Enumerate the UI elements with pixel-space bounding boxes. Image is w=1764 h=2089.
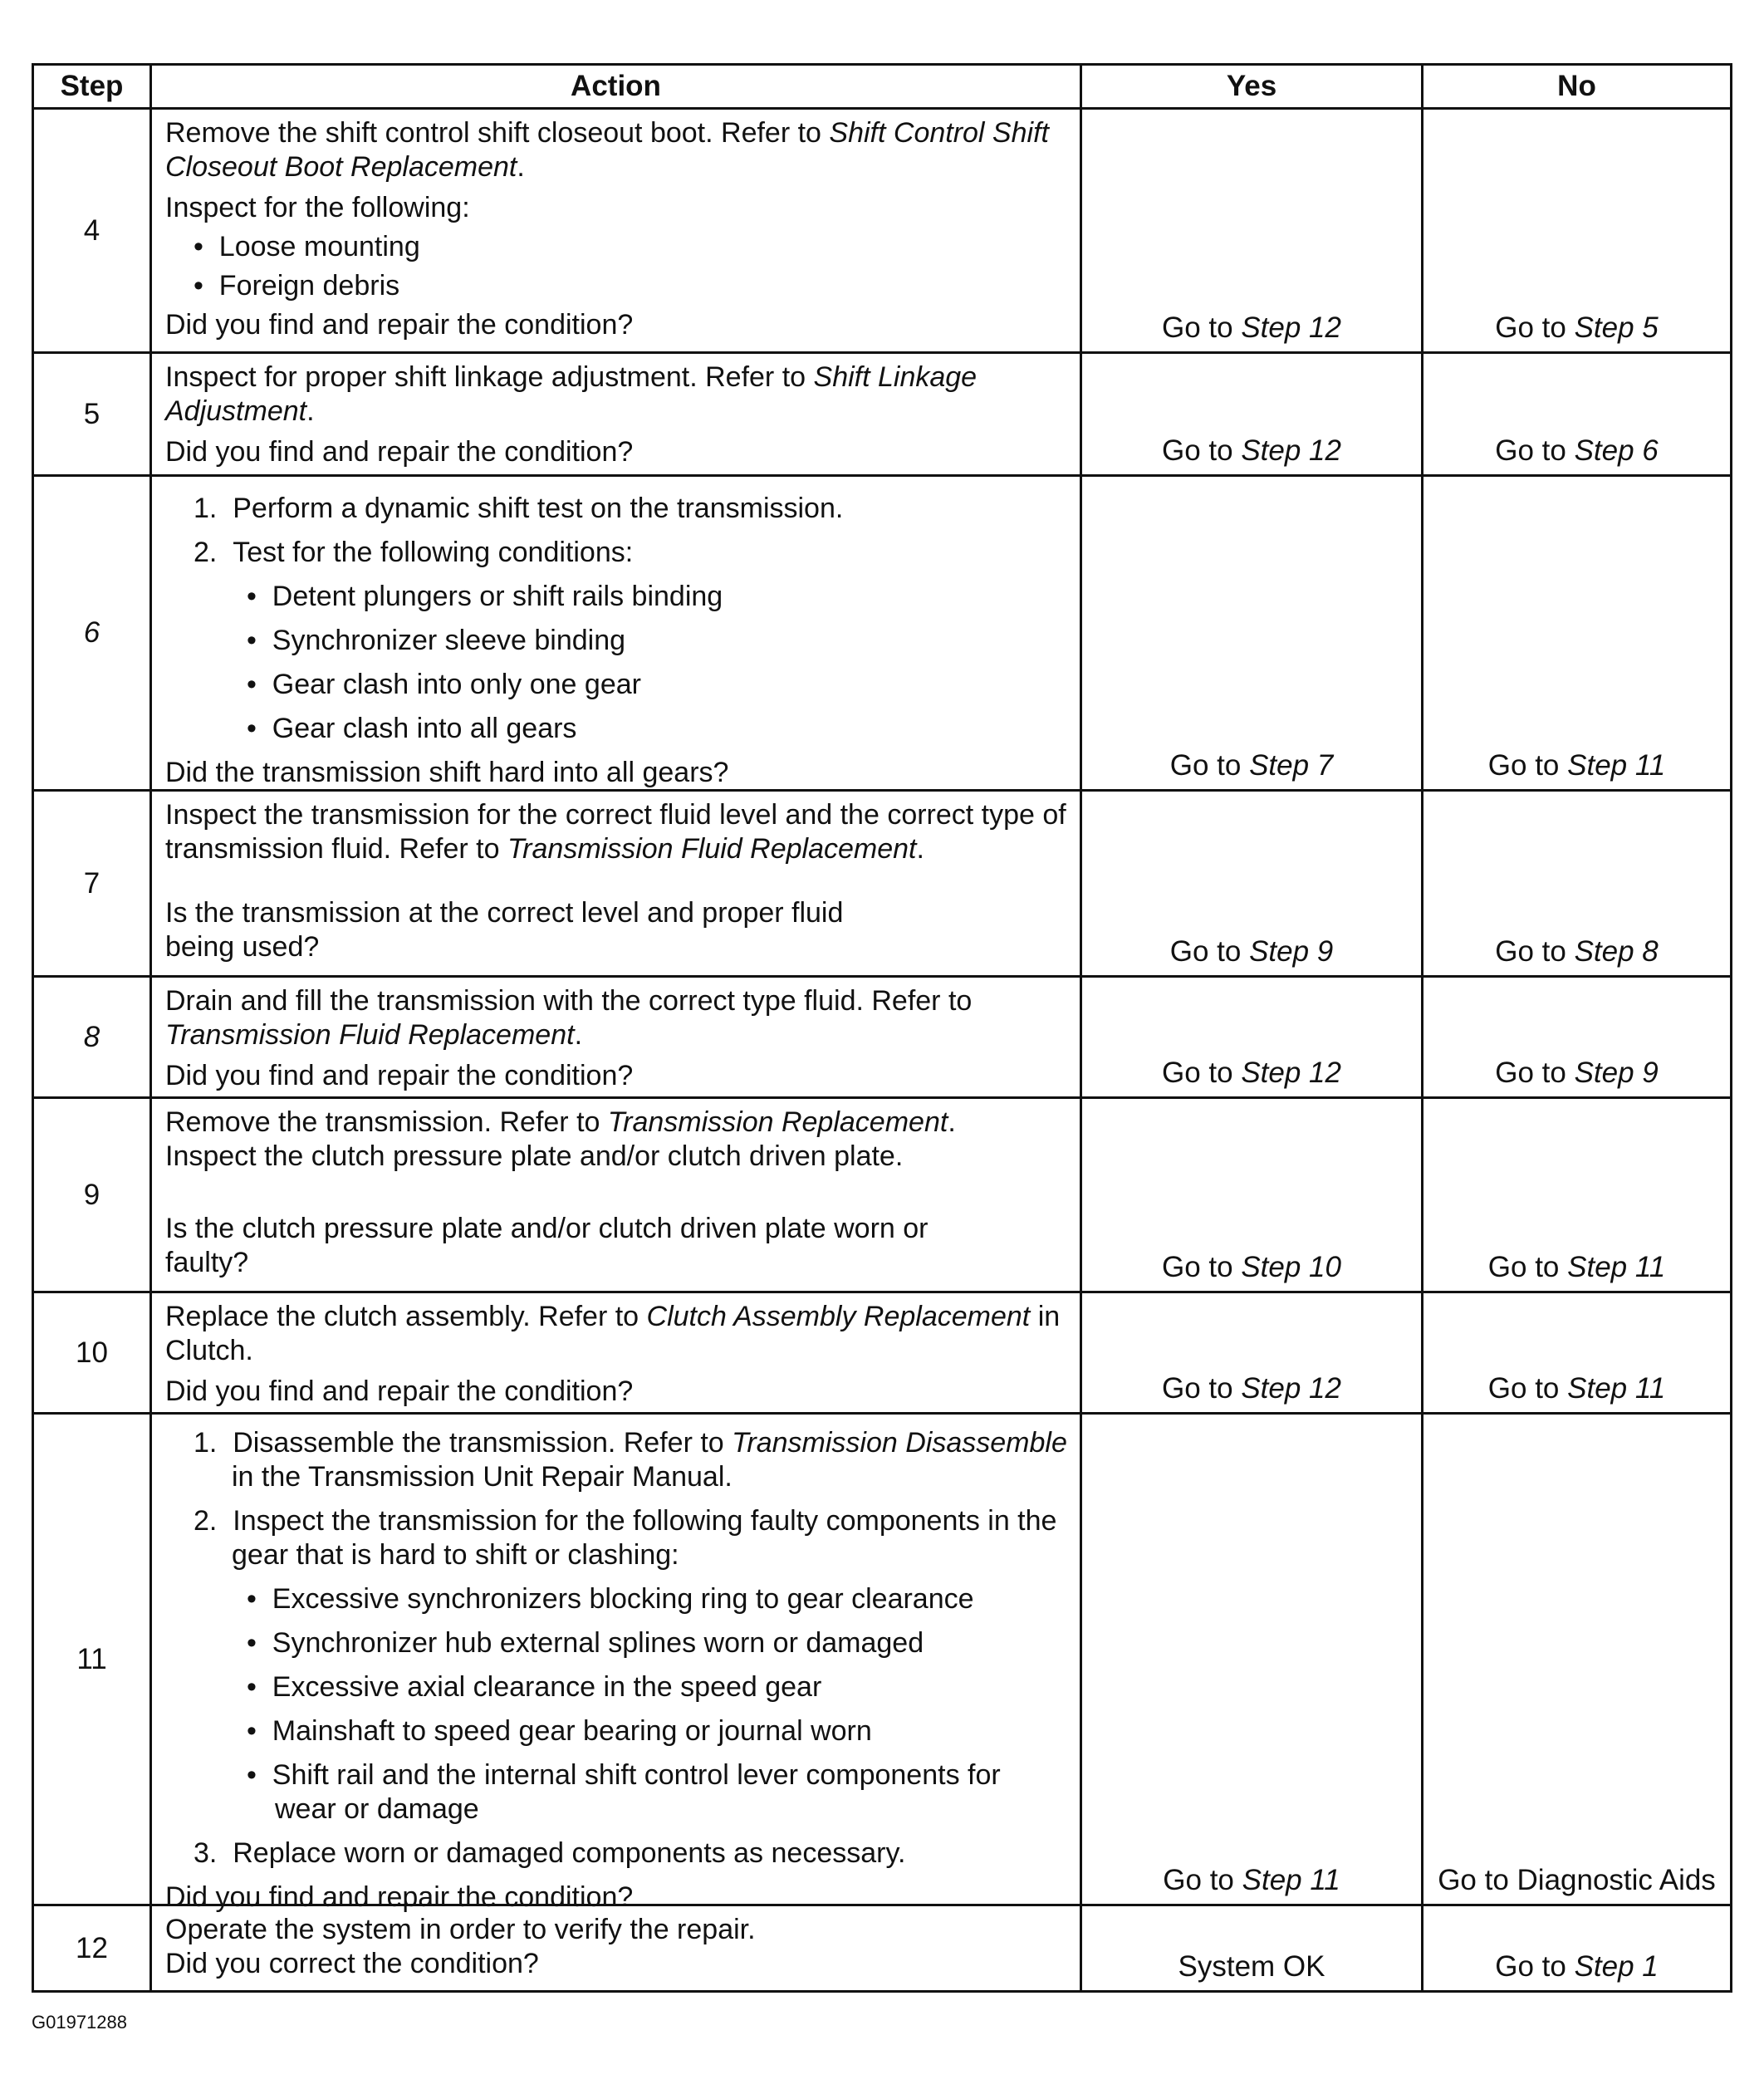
table-row: [33, 977, 1732, 1098]
bullet-text: Excessive axial clearance in the speed gear: [272, 1671, 822, 1703]
table-row: [33, 109, 1732, 353]
no-answer: [1423, 791, 1732, 977]
action-text: Inspect the clutch pressure plate and/or clutch driven plate.: [165, 1140, 904, 1172]
step-number: 10: [33, 1292, 151, 1414]
step-link[interactable]: Step 12: [1241, 434, 1341, 467]
question-text: [165, 896, 1068, 964]
question-line: Is the clutch pressure plate and/or clutch driven plate worn or: [165, 1213, 929, 1244]
bullet-item: • Synchronizer sleeve binding: [247, 625, 626, 656]
numbered-text: Replace worn or damaged components as necessary.: [233, 1837, 906, 1869]
header-step: Step: [33, 65, 151, 109]
step-link[interactable]: Step 12: [1241, 1057, 1341, 1089]
action-text: Inspect the transmission for the correct fluid level and the correct type of transmission fluid. Refer to: [165, 799, 1066, 865]
answer-text: Go to: [1162, 311, 1242, 344]
action-cell: [151, 1905, 1081, 1992]
question-text: Did you find and repair the condition?: [165, 436, 634, 468]
bullet-item: • Excessive synchronizers blocking ring to gear clearance: [247, 1583, 974, 1615]
no-answer[interactable]: [1423, 1414, 1732, 1905]
action-text: .: [916, 833, 924, 865]
bullet-text: Synchronizer sleeve binding: [272, 625, 626, 656]
step-number: 5: [33, 353, 151, 476]
answer-text: Go to: [1162, 1057, 1242, 1089]
answer-text: Go to: [1162, 1251, 1242, 1283]
table-row: [33, 476, 1732, 791]
answer-text: System OK: [1178, 1950, 1325, 1983]
step-link[interactable]: Step 9: [1574, 1057, 1659, 1089]
action-cell: [151, 977, 1081, 1098]
answer-text: Go to: [1495, 935, 1575, 968]
numbered-item: 1. Perform a dynamic shift test on the transmission.: [194, 493, 844, 524]
no-answer: [1423, 353, 1732, 476]
step-link[interactable]: Step 8: [1574, 935, 1659, 968]
yes-answer: [1081, 791, 1423, 977]
action-text: .: [306, 395, 315, 427]
step-link[interactable]: Step 11: [1242, 1864, 1340, 1896]
bullet-text: Gear clash into only one gear: [272, 669, 641, 700]
numbered-text: in the Transmission Unit Repair Manual.: [232, 1461, 733, 1493]
step-number: 6: [33, 476, 151, 791]
action-cell: [151, 109, 1081, 353]
step-link[interactable]: Step 12: [1241, 311, 1341, 344]
numbered-text: Disassemble the transmission. Refer to: [233, 1427, 733, 1459]
no-answer: [1423, 109, 1732, 353]
question-line: faulty?: [165, 1247, 249, 1278]
no-answer: [1423, 977, 1732, 1098]
bullet-item: • Mainshaft to speed gear bearing or journal worn: [247, 1715, 872, 1747]
action-text: Replace the clutch assembly. Refer to: [165, 1301, 647, 1332]
numbered-text: Inspect the transmission for the following faulty components in the gear that is hard to shift or clashing:: [232, 1505, 1057, 1571]
yes-answer: [1081, 1414, 1423, 1905]
answer-text: Go to: [1163, 1864, 1242, 1896]
no-answer: [1423, 1292, 1732, 1414]
question-line: being used?: [165, 931, 320, 963]
numbered-item: 2. Inspect the transmission for the following faulty components in the gear that is hard to shift or clashing:: [194, 1505, 1057, 1571]
bullet-text: Gear clash into all gears: [272, 713, 577, 744]
yes-answer: [1081, 977, 1423, 1098]
action-text: .: [517, 151, 525, 183]
bullet-text: Mainshaft to speed gear bearing or journal worn: [272, 1715, 872, 1747]
action-text: .: [574, 1019, 583, 1051]
header-row: [33, 65, 1732, 109]
answer-text: Go to: [1162, 434, 1242, 467]
table-row: [33, 1292, 1732, 1414]
step-link[interactable]: Step 11: [1567, 1372, 1666, 1405]
diagnostic-table: [32, 63, 1732, 1993]
reference-link[interactable]: Transmission Replacement: [607, 1106, 948, 1138]
answer-text: Go to: [1162, 1372, 1242, 1405]
figure-id: G01971288: [32, 2012, 127, 2033]
yes-answer: [1081, 1905, 1423, 1992]
question-line: Is the transmission at the correct level and proper fluid: [165, 897, 844, 929]
reference-link[interactable]: Transmission Fluid Replacement: [507, 833, 917, 865]
numbered-item: 1. Disassemble the transmission. Refer to Transmission Disassemble in the Transmission Unit Repair Manual.: [194, 1427, 1067, 1493]
answer-text: Go to: [1169, 749, 1250, 782]
bullet-text: Excessive synchronizers blocking ring to gear clearance: [272, 1583, 974, 1615]
answer-text: Go to: [1495, 434, 1575, 467]
table-row: [33, 1098, 1732, 1292]
step-link[interactable]: Step 7: [1249, 749, 1334, 782]
step-link[interactable]: Step 1: [1574, 1950, 1659, 1983]
step-link[interactable]: Step 9: [1249, 935, 1334, 968]
no-answer: [1423, 476, 1732, 791]
action-cell: [151, 1292, 1081, 1414]
step-link[interactable]: Step 11: [1567, 1251, 1666, 1283]
bullet-item: • Foreign debris: [194, 270, 400, 302]
bullet-text: Synchronizer hub external splines worn or damaged: [272, 1627, 924, 1659]
action-cell: [151, 353, 1081, 476]
bullet-text: Detent plungers or shift rails binding: [272, 581, 723, 612]
step-link[interactable]: Step 12: [1241, 1372, 1341, 1405]
question-text: Did the transmission shift hard into all gears?: [165, 757, 729, 788]
answer-text: Go to: [1487, 1251, 1568, 1283]
step-link[interactable]: Step 6: [1574, 434, 1659, 467]
step-number: 11: [33, 1414, 151, 1905]
yes-answer: [1081, 476, 1423, 791]
action-cell: [151, 476, 1081, 791]
step-number: 7: [33, 791, 151, 977]
action-text: .: [948, 1106, 956, 1138]
step-number: 9: [33, 1098, 151, 1292]
step-link[interactable]: Step 10: [1241, 1251, 1341, 1283]
table-row: [33, 1414, 1732, 1905]
action-cell: [151, 1414, 1081, 1913]
reference-link[interactable]: Shift Linkage Adjustment: [165, 361, 978, 427]
bullet-item: • Loose mounting: [194, 231, 420, 262]
question-text: Did you find and repair the condition?: [165, 1060, 634, 1091]
action-text: Inspect for the following:: [165, 192, 470, 223]
reference-link[interactable]: Transmission Fluid Replacement: [165, 1019, 575, 1051]
no-answer: [1423, 1905, 1732, 1992]
action-text: Operate the system in order to verify the repair.: [165, 1914, 756, 1945]
yes-answer: [1081, 353, 1423, 476]
table-row: [33, 1905, 1732, 1992]
step-number: 12: [33, 1905, 151, 1992]
bullet-text: Shift rail and the internal shift control lever components for wear or damage: [272, 1759, 1001, 1825]
yes-answer: [1081, 1292, 1423, 1414]
bullet-item: • Shift rail and the internal shift control lever components for wear or damage: [247, 1759, 1001, 1825]
header-yes: Yes: [1081, 65, 1423, 109]
answer-text: Go to: [1487, 1372, 1568, 1405]
step-link[interactable]: Step 11: [1567, 749, 1666, 782]
answer-text: Go to: [1495, 1057, 1575, 1089]
step-number: 4: [33, 109, 151, 353]
bullet-item: • Synchronizer hub external splines worn or damaged: [247, 1627, 924, 1659]
no-answer: [1423, 1098, 1732, 1292]
question-text: Did you find and repair the condition?: [165, 1881, 634, 1913]
question-text: Did you correct the condition?: [165, 1948, 539, 1979]
action-cell: [151, 791, 1081, 977]
action-text: Remove the transmission. Refer to: [165, 1106, 608, 1138]
bullet-item: • Gear clash into all gears: [247, 713, 577, 744]
bullet-item: • Gear clash into only one gear: [247, 669, 641, 700]
numbered-item: 3. Replace worn or damaged components as necessary.: [194, 1837, 906, 1869]
reference-link[interactable]: Shift Control Shift Closeout Boot Replacement: [165, 117, 1049, 183]
yes-answer: [1081, 109, 1423, 353]
header-no: No: [1423, 65, 1732, 109]
answer-text: Go to: [1495, 311, 1575, 344]
numbered-item: 2. Test for the following conditions:: [194, 537, 634, 568]
action-text: Drain and fill the transmission with the correct type fluid. Refer to: [165, 985, 973, 1017]
bullet-text: Loose mounting: [218, 231, 420, 262]
bullet-text: Foreign debris: [218, 270, 400, 302]
action-text: Remove the shift control shift closeout boot. Refer to: [165, 117, 830, 149]
table-row: [33, 353, 1732, 476]
answer-text: Go to: [1487, 749, 1568, 782]
table-row: [33, 791, 1732, 977]
reference-link[interactable]: Transmission Disassemble: [732, 1427, 1067, 1459]
answer-text: Go to: [1495, 1950, 1575, 1983]
question-text: Did you find and repair the condition?: [165, 1376, 634, 1407]
numbered-text: Test for the following conditions:: [233, 537, 634, 568]
yes-answer: [1081, 1098, 1423, 1292]
question-text: [165, 1212, 1068, 1280]
question-text: Did you find and repair the condition?: [165, 309, 634, 341]
reference-link[interactable]: Clutch Assembly Replacement: [646, 1301, 1031, 1332]
bullet-item: • Detent plungers or shift rails binding: [247, 581, 723, 612]
action-text: in Clutch.: [165, 1301, 1061, 1366]
action-cell: [151, 1098, 1081, 1292]
step-number: 8: [33, 977, 151, 1098]
step-link[interactable]: Step 5: [1574, 311, 1659, 344]
answer-text: Go to: [1169, 935, 1250, 968]
bullet-item: • Excessive axial clearance in the speed gear: [247, 1671, 822, 1703]
numbered-text: Perform a dynamic shift test on the transmission.: [233, 493, 844, 524]
header-action: Action: [151, 65, 1081, 109]
action-text: Inspect for proper shift linkage adjustment. Refer to: [165, 361, 814, 393]
diagnostic-aids-link[interactable]: Go to Diagnostic Aids: [1438, 1864, 1716, 1896]
